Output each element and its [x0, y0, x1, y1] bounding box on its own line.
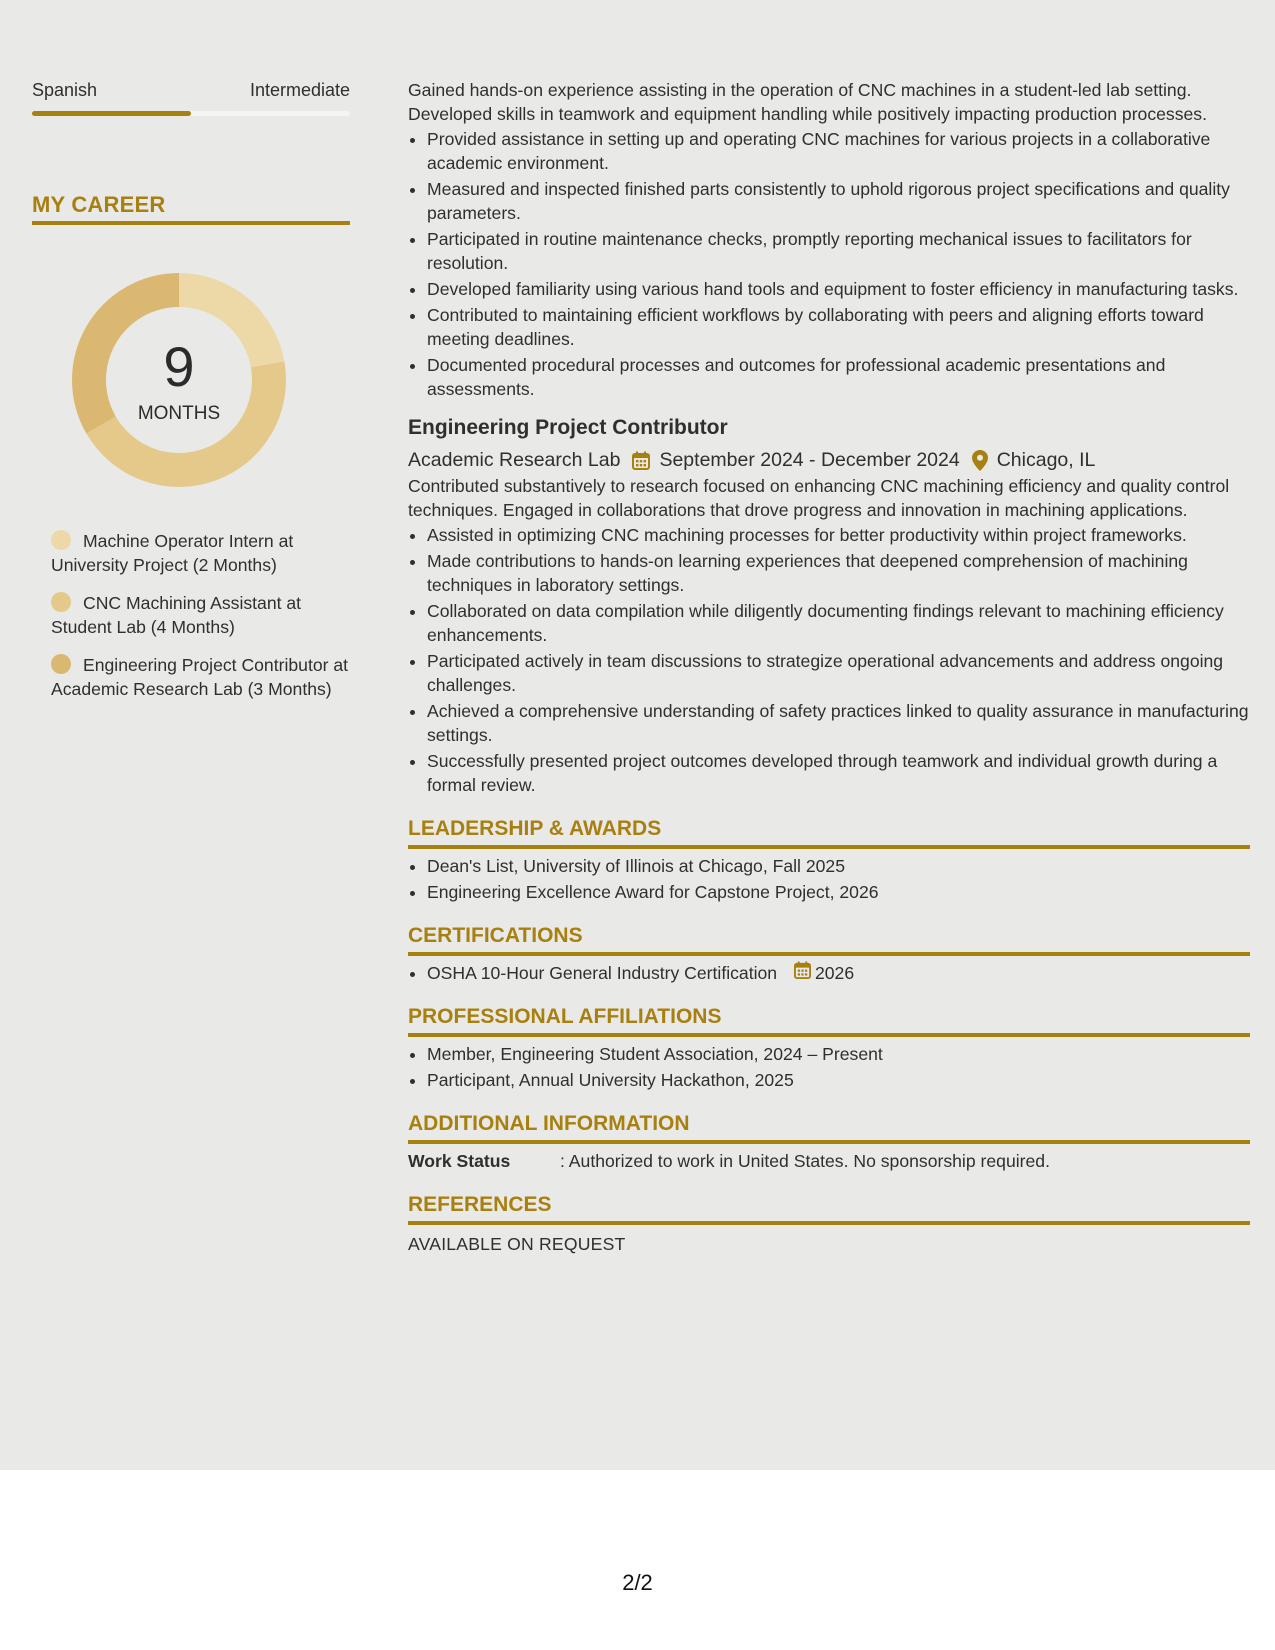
job-bullet: • Developed familiarity using various hand tools and equipment to foster efficiency in manufacturing tasks. [427, 277, 1250, 301]
affiliation-item: • Member, Engineering Student Association, 2024 – Present [427, 1042, 1250, 1066]
certification-name: OSHA 10-Hour General Industry Certification [427, 963, 778, 983]
references-heading: REFERENCES [408, 1191, 1250, 1225]
job-summary: Gained hands-on experience assisting in the operation of CNC machines in a student-led lab setting. Developed skills in teamwork and equipment handling while positively impacting production processes. [408, 80, 1207, 124]
job-bullets [408, 127, 1250, 401]
career-heading: MY CAREER [32, 192, 350, 225]
legend-item [51, 591, 350, 639]
certifications-list [408, 961, 1250, 985]
certification-item [427, 961, 1250, 985]
legend-dot [51, 530, 71, 550]
references-text: AVAILABLE ON REQUEST [408, 1234, 626, 1254]
career-donut-chart [66, 267, 292, 493]
legend-label: Engineering Project Contributor at Academic Research Lab (3 Months) [51, 655, 349, 699]
career-legend [51, 529, 350, 701]
legend-label: Machine Operator Intern at University Project (2 Months) [51, 531, 294, 575]
leadership-item: • Engineering Excellence Award for Capstone Project, 2026 [427, 880, 1250, 904]
job-bullet: • Participated in routine maintenance checks, promptly reporting mechanical issues to facilitators for resolution. [427, 227, 1250, 275]
job-bullet: • Provided assistance in setting up and operating CNC machines for various projects in a collaborative academic environment. [427, 127, 1250, 175]
job-bullet: • Successfully presented project outcomes developed through teamwork and individual growth during a formal review. [427, 749, 1250, 797]
certifications-heading: CERTIFICATIONS [408, 922, 1250, 956]
job-dates: September 2024 - December 2024 [659, 449, 960, 471]
main-content [408, 78, 1250, 1256]
job-bullet: • Achieved a comprehensive understanding of safety practices linked to quality assurance in manufacturing settings. [427, 699, 1250, 747]
certification-date [794, 961, 854, 985]
legend-label: CNC Machining Assistant at Student Lab (4 Months) [51, 593, 302, 637]
job-bullet: • Documented procedural processes and outcomes for professional academic presentations and assessments. [427, 353, 1250, 401]
work-status-row [408, 1149, 1250, 1173]
job-summary: Contributed substantively to research focused on enhancing CNC machining efficiency and quality control techniques. Engaged in collaborations that drove progress and innovation in machining applications. [408, 476, 1230, 520]
legend-item [51, 653, 350, 701]
affiliations-list [408, 1042, 1250, 1092]
language-row [32, 78, 350, 102]
job-bullets [408, 523, 1250, 797]
job-bullet: • Contributed to maintaining efficient workflows by collaborating with peers and aligning efforts toward meeting deadlines. [427, 303, 1250, 351]
job-bullet: • Collaborated on data compilation while diligently documenting findings relevant to machining efficiency enhancements. [427, 599, 1250, 647]
career-total-months: 9 [163, 335, 195, 398]
job-bullet: • Measured and inspected finished parts consistently to uphold rigorous project specifications and quality parameters. [427, 177, 1250, 225]
language-level: Intermediate [249, 80, 350, 100]
page-number: 2/2 [622, 1570, 653, 1595]
additional-info-heading: ADDITIONAL INFORMATION [408, 1110, 1250, 1144]
language-proficiency-bar [32, 111, 350, 116]
job-bullet: • Made contributions to hands-on learning experiences that deepened comprehension of machining techniques in laboratory settings. [427, 549, 1250, 597]
job-bullet: • Participated actively in team discussions to strategize operational advancements and address ongoing challenges. [427, 649, 1250, 697]
location-pin-icon [972, 450, 988, 471]
affiliation-item: • Participant, Annual University Hackathon, 2025 [427, 1068, 1250, 1092]
legend-item [51, 529, 350, 577]
work-status-value: : Authorized to work in United States. No sponsorship required. [560, 1151, 1050, 1171]
sidebar [32, 78, 350, 715]
language-proficiency-fill [32, 111, 191, 116]
job-title: Engineering Project Contributor [408, 416, 728, 439]
job-company: Academic Research Lab [408, 449, 621, 471]
language-name: Spanish [32, 80, 98, 100]
calendar-icon [632, 451, 650, 470]
job-location: Chicago, IL [996, 449, 1096, 471]
leadership-heading: LEADERSHIP & AWARDS [408, 815, 1250, 849]
calendar-icon [794, 961, 815, 985]
legend-dot [51, 592, 71, 612]
legend-dot [51, 654, 71, 674]
career-total-unit: MONTHS [137, 403, 221, 424]
leadership-item: • Dean's List, University of Illinois at Chicago, Fall 2025 [427, 854, 1250, 878]
leadership-list [408, 854, 1250, 904]
job-meta [408, 446, 1250, 474]
affiliations-heading: PROFESSIONAL AFFILIATIONS [408, 1003, 1250, 1037]
work-status-label: Work Status [408, 1151, 511, 1171]
certification-year: 2026 [814, 963, 855, 983]
job-bullet: • Assisted in optimizing CNC machining processes for better productivity within project frameworks. [427, 523, 1250, 547]
